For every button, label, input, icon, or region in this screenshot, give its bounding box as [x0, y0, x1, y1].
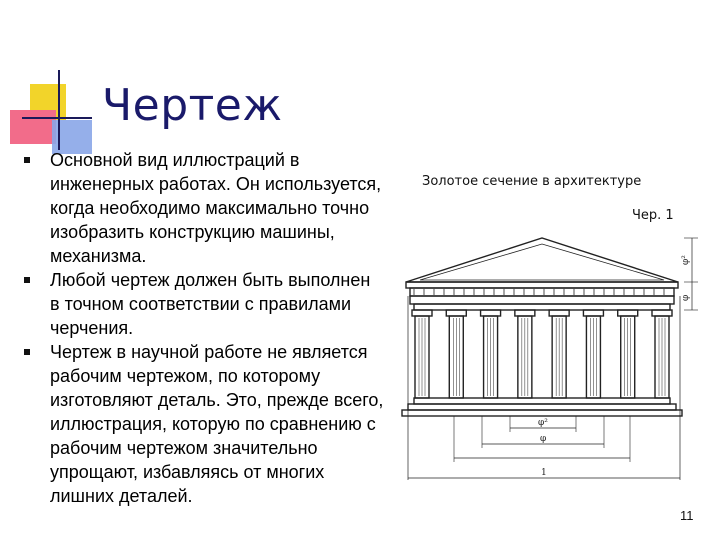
decor-vertical-line [58, 70, 60, 150]
bullet-list [24, 148, 384, 508]
right-dim-label-top: φ² [681, 255, 691, 265]
temple-drawing [400, 232, 700, 492]
dim-label-one: 1 [541, 468, 547, 478]
dim-label-phi2: φ² [538, 418, 548, 428]
bullet-square-icon [24, 277, 30, 283]
bullet-item [24, 268, 384, 340]
decor-horizontal-line [22, 117, 92, 119]
column [549, 310, 569, 398]
figure-caption: Золотое сечение в архитектуре [422, 174, 642, 189]
page-number: 11 [680, 508, 694, 523]
stylobate [414, 398, 670, 404]
bullet-item [24, 340, 384, 508]
slide-title: Чертеж [102, 80, 283, 131]
right-dim-label-bottom: φ [681, 294, 691, 301]
column [652, 310, 672, 398]
bullet-text: Чертеж в научной работе не является рабочим чертежом, по которому изготовляют деталь. Это, прежде всего, иллюстрация, которую по сравнению с рабочим чертежом значительно упрощают, избавляясь от многих лишних деталей. [50, 342, 384, 506]
cornice [406, 282, 678, 288]
bullet-text: Любой чертеж должен быть выполнен в точном соответствии с правилами черчения. [50, 270, 371, 338]
column [515, 310, 535, 398]
figure-number: Чер. 1 [632, 208, 674, 223]
column [481, 310, 501, 398]
bullet-item [24, 148, 384, 268]
bullet-square-icon [24, 157, 30, 163]
column [446, 310, 466, 398]
bullet-text: Основной вид иллюстраций в инженерных работах. Он используется, когда необходимо максимально точно изобразить конструкцию машины, механизма. [50, 150, 382, 266]
column [618, 310, 638, 398]
dim-label-phi: φ [540, 434, 547, 444]
bullet-square-icon [24, 349, 30, 355]
column [583, 310, 603, 398]
pediment-roof [406, 238, 678, 282]
column [412, 310, 432, 398]
decor-red-square [10, 110, 56, 144]
architrave [410, 296, 674, 304]
